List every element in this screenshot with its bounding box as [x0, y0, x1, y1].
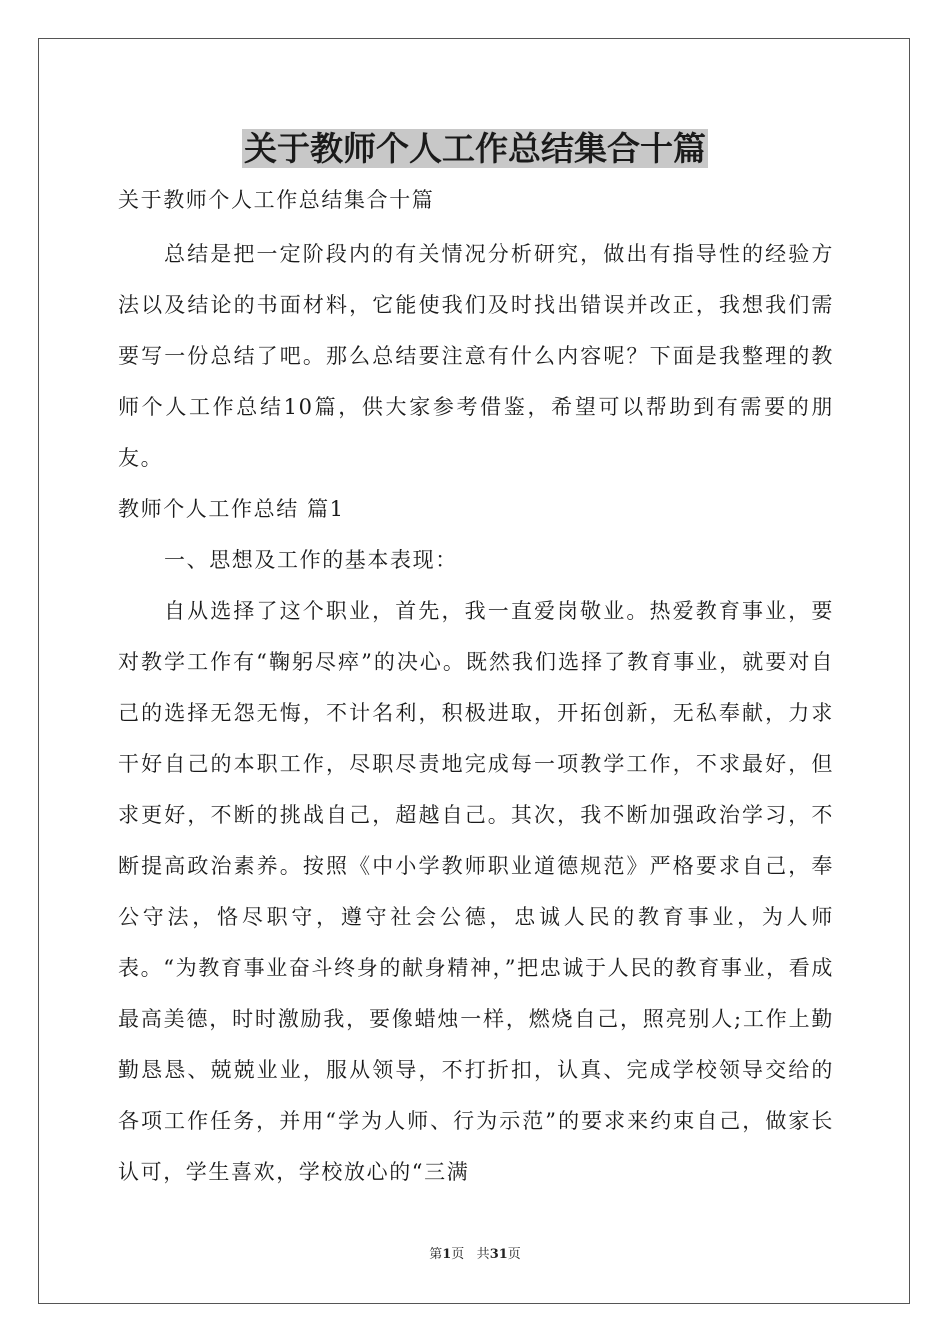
footer-page-prefix: 第: [429, 1247, 443, 1262]
section-heading: 教师个人工作总结 篇1: [118, 497, 345, 521]
subtitle-paragraph: 关于教师个人工作总结集合十篇: [118, 188, 435, 212]
body-paragraph: 自从选择了这个职业，首先，我一直爱岗敬业。热爱教育事业，要对教学工作有“鞠躬尽瘁”的决心。既然我们选择了教育事业，就要对自己的选择无怨无悔，不计名利，积极进取，开拓创新，无私奉献，力求干好自己的本职工作，尽职尽责地完成每一项教学工作，不求最好，但求更好，不断的挑战自己，超越自己。其次，我不断加强政治学习，不断提高政治素养。按照《中小学教师职业道德规范》严格要求自己，奉公守法，恪尽职守，遵守社会公德，忠诚人民的教育事业，为人师表。“为教育事业奋斗终身的献身精神，”把忠诚于人民的教育事业，看成最高美德，时时激励我，要像蜡烛一样，燃烧自己，照亮别人;工作上勤勤恳恳、兢兢业业，服从领导，不打折扣，认真、完成学校领导交给的各项工作任务，并用“学为人师、行为示范”的要求来约束自己，做家长认可，学生喜欢，学校放心的“三满: [118, 599, 834, 1184]
page-footer: [0, 1246, 950, 1264]
footer-total-prefix: 共: [476, 1247, 490, 1262]
subsection-heading: 一、思想及工作的基本表现：: [164, 548, 458, 572]
footer-page-total: 31: [489, 1247, 508, 1262]
document-body: [118, 178, 834, 1198]
footer-page-current: 1: [442, 1247, 452, 1262]
footer-total-unit: 页: [507, 1247, 521, 1262]
document-title-text: 关于教师个人工作总结集合十篇: [244, 129, 706, 168]
document-title: [0, 126, 950, 172]
intro-paragraph: 总结是把一定阶段内的有关情况分析研究，做出有指导性的经验方法以及结论的书面材料，它能使我们及时找出错误并改正，我想我们需要写一份总结了吧。那么总结要注意有什么内容呢？下面是我整理的教师个人工作总结10篇，供大家参考借鉴，希望可以帮助到有需要的朋友。: [118, 242, 834, 470]
footer-page-unit: 页: [451, 1247, 465, 1262]
